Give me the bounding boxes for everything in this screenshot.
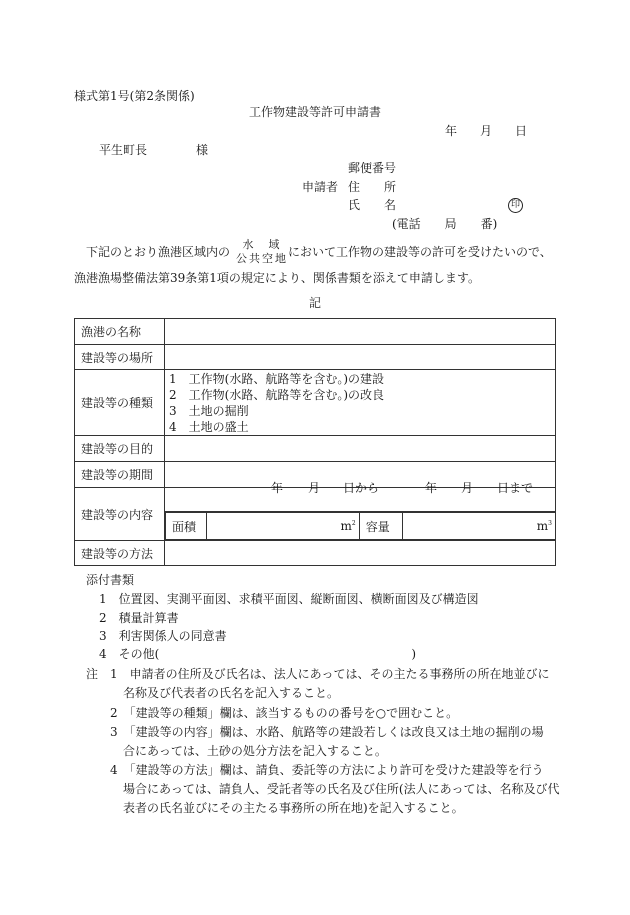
name-label: 氏 名 (348, 198, 397, 212)
kind-label: 建設等の種類 (75, 370, 165, 436)
notes-prefix: 注 (86, 667, 99, 681)
postal-code-label: 郵便番号 (348, 161, 397, 175)
paragraph-line2: 漁港漁場整備法第39条第1項の規定により、関係書類を添えて申請します。 (74, 271, 480, 285)
note-4-line3: 表者の氏名並びにその主たる事務所の所在地)を記入すること。 (123, 801, 464, 815)
seal-mark: 印 (508, 198, 523, 213)
row-kind (75, 370, 556, 436)
kind-options (165, 370, 556, 436)
harbor-name-field[interactable] (165, 319, 556, 345)
volume-unit-sup: 3 (548, 520, 552, 527)
method-field[interactable] (165, 541, 556, 566)
attachment-item-3: 3 利害関係人の同意書 (99, 629, 227, 643)
phone-label: (電話 局 番) (392, 217, 498, 231)
area-unit: m (340, 519, 352, 533)
area-field[interactable] (207, 513, 360, 540)
period-from-month: 月 (308, 480, 321, 495)
date-day: 日 (515, 124, 528, 138)
stack-water-area: 水 域 (242, 238, 282, 251)
attachment-item-1: 1 位置図、実測平面図、求積平面図、縦断面図、横断面図及び構造図 (99, 592, 479, 606)
note-1-line1: 1 申請者の住所及び氏名は、法人にあっては、その主たる事務所の所在地並びに (110, 667, 550, 681)
volume-field[interactable] (402, 513, 555, 540)
row-harbor-name (75, 319, 556, 345)
kind-option-1[interactable]: 1 工作物(水路、航路等を含む。)の建設 (169, 371, 384, 386)
measures-table (165, 512, 555, 540)
note-4-line1: 4 「建設等の方法」欄は、請負、委託等の方法により許可を受けた建設等を行う (110, 763, 544, 777)
attachment-item-2: 2 積量計算書 (99, 611, 179, 625)
form-number: 様式第1号(第2条関係) (74, 89, 195, 103)
row-purpose (75, 436, 556, 462)
paragraph-line1-after: において工作物の建設等の許可を受けたいので、 (288, 245, 552, 259)
volume-unit: m (536, 519, 549, 533)
area-label: 面積 (166, 513, 207, 540)
recipient-name: 平生町長 (99, 143, 148, 157)
volume-label: 容量 (359, 513, 402, 540)
period-to-year: 年 (425, 480, 438, 495)
application-table (74, 318, 556, 566)
row-method (75, 541, 556, 566)
note-2-line1: 2 「建設等の種類」欄は、該当するものの番号を○で囲むこと。 (110, 706, 459, 720)
row-period (75, 462, 556, 488)
date-year: 年 (445, 124, 458, 138)
period-label: 建設等の期間 (75, 462, 165, 488)
document-title: 工作物建設等許可申請書 (249, 105, 382, 119)
address-label: 住 所 (348, 180, 397, 194)
method-label: 建設等の方法 (75, 541, 165, 566)
note-1-line2: 名称及び代表者の氏名を記入すること。 (123, 686, 340, 700)
kind-option-2[interactable]: 2 工作物(水路、航路等を含む。)の改良 (169, 387, 384, 402)
row-location (75, 345, 556, 370)
purpose-label: 建設等の目的 (75, 436, 165, 462)
location-label: 建設等の場所 (75, 345, 165, 370)
period-to-day: 日まで (497, 480, 534, 495)
ki-heading: 記 (309, 296, 322, 310)
stack-public-space: 公共空地 (236, 252, 288, 265)
kind-option-3[interactable]: 3 土地の掘削 (169, 403, 249, 418)
kind-option-4[interactable]: 4 土地の盛土 (169, 419, 249, 434)
purpose-field[interactable] (165, 436, 556, 462)
note-4-line2: 場合にあっては、請負人、受託者等の氏名及び住所(法人にあっては、名称及び代 (123, 782, 560, 796)
harbor-name-label: 漁港の名称 (75, 319, 165, 345)
paragraph-line1-before: 下記のとおり漁港区域内の (86, 245, 231, 259)
date-month: 月 (480, 124, 493, 138)
attachments-title: 添付書類 (86, 573, 135, 587)
period-field[interactable] (165, 462, 556, 495)
note-3-line1: 3 「建設等の内容」欄は、水路、航路等の建設若しくは改良又は土地の掘削の場 (110, 725, 544, 739)
attachment-item-4: 4 その他( ) (99, 647, 417, 661)
note-3-line2: 合にあっては、土砂の処分方法を記入すること。 (123, 744, 387, 758)
period-from-year: 年 (271, 480, 284, 495)
content-label: 建設等の内容 (75, 488, 165, 541)
period-from-day: 日から (343, 480, 380, 495)
recipient-honorific: 様 (196, 143, 209, 157)
area-unit-sup: 2 (351, 520, 356, 527)
area-type-stack (236, 238, 288, 266)
period-to-month: 月 (461, 480, 474, 495)
applicant-label: 申請者 (302, 180, 339, 194)
location-field[interactable] (165, 345, 556, 370)
seal-icon (508, 197, 523, 213)
content-measures (165, 512, 556, 541)
